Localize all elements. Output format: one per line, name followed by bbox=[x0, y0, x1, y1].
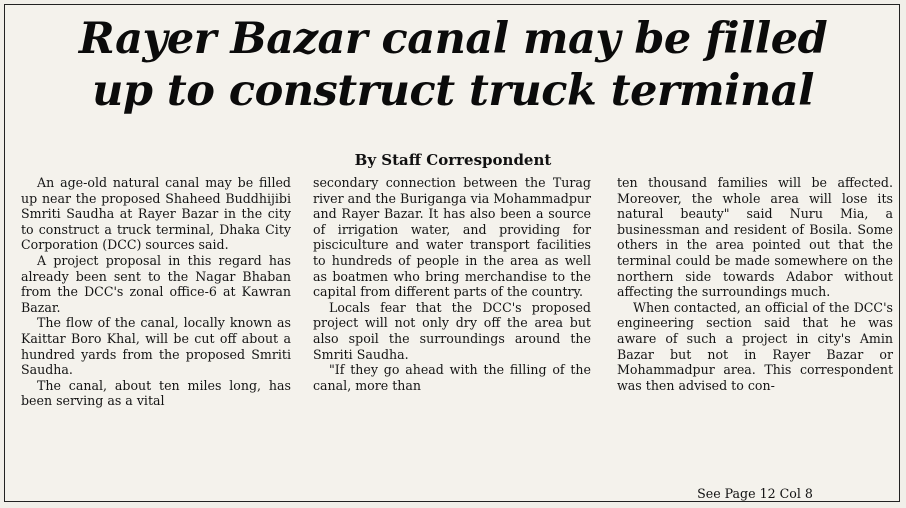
paragraph: The canal, about ten miles long, has been serving as a vital bbox=[21, 377, 291, 409]
paragraph: A project proposal in this regard has already been sent to the Nagar Bhaban from the DCC's zonal office-6 at Kawran Bazar. bbox=[21, 252, 291, 315]
paragraph: An age-old natural canal may be filled up near the proposed Shaheed Buddhijibi Smriti Saudha at Rayer Bazar in the city to construct a truck terminal, Dhaka City Corporation (DCC) sources said. bbox=[21, 175, 291, 253]
paragraph: secondary connection between the Turag river and the Buriganga via Mohammadpur and Rayer Bazar. It has also been a source of irrigation water, and providing for pisciculture and water transport facilities to hundreds of people in the area as well as boatmen who bring merchandise to the capital from different parts of the country. bbox=[313, 175, 592, 300]
continuation-note: See Page 12 Col 8 bbox=[697, 486, 813, 501]
article-column-3 bbox=[617, 175, 893, 393]
headline-line-2: up to construct truck terminal bbox=[92, 66, 814, 116]
article-column-2 bbox=[313, 175, 591, 393]
paragraph: "If they go ahead with the filling of the canal, more than bbox=[313, 362, 591, 393]
byline: By Staff Correspondent bbox=[354, 151, 552, 169]
paragraph: Locals fear that the DCC's proposed project will not only dry off the area but also spoil the surroundings around the Smriti Saudha. bbox=[313, 299, 591, 362]
paragraph: ten thousand families will be affected. Moreover, the whole area will lose its natural beauty" said Nuru Mia, a businessman and resident of Bosila. Some others in the area pointed out that the terminal could be made somewhere on the northern side towards Adabor without affecting the surroundings much. bbox=[617, 175, 893, 300]
paragraph: When contacted, an official of the DCC's engineering section said that he was aware of such a project in city's Amin Bazar but not in Rayer Bazar or Mohammadpur area. This correspondent was then advised to con- bbox=[617, 299, 893, 393]
newspaper-clipping bbox=[4, 4, 900, 502]
headline-line-1: Rayer Bazar canal may be filled bbox=[78, 14, 828, 64]
paragraph: The flow of the canal, locally known as Kaittar Boro Khal, will be cut off about a hundred yards from the proposed Smriti Saudha. bbox=[21, 315, 291, 378]
article-column-1 bbox=[21, 175, 291, 409]
headline bbox=[5, 13, 901, 117]
